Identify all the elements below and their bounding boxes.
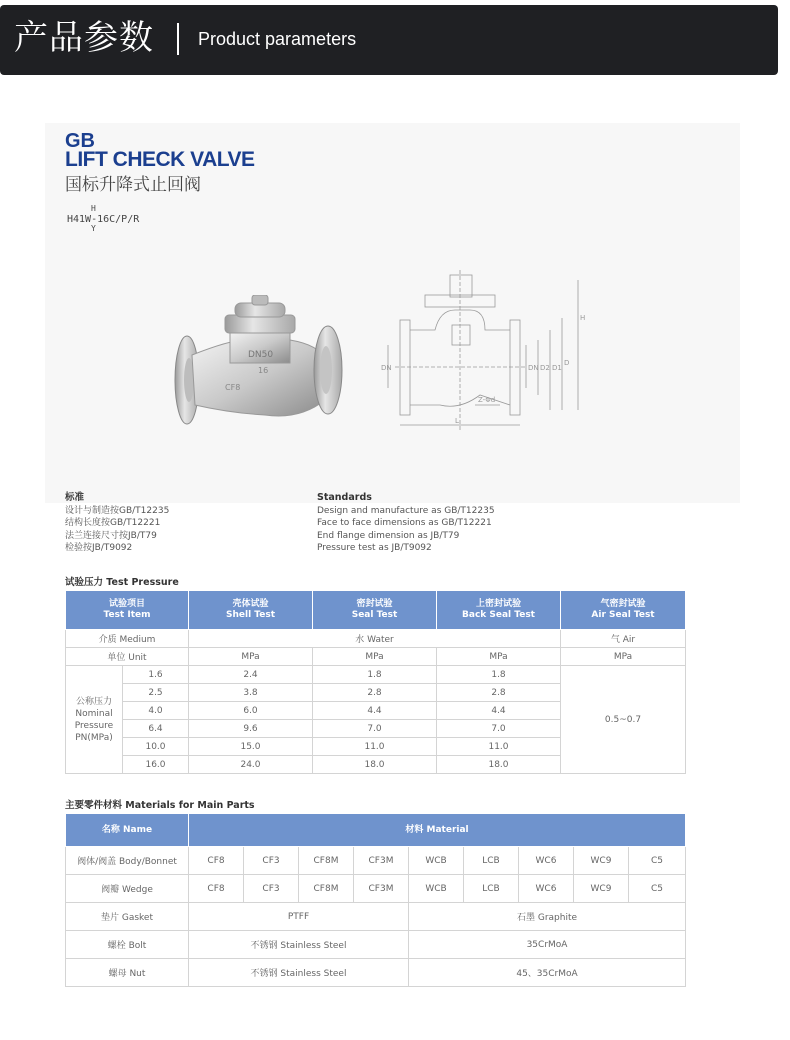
table-header-row	[66, 591, 686, 630]
model-sub: Y	[91, 224, 96, 233]
shell-value: 2.4	[189, 666, 313, 684]
shell-value: 15.0	[189, 738, 313, 756]
unit-cell: MPa	[561, 648, 686, 666]
header-title-en: Product parameters	[198, 29, 357, 49]
medium-label: 介质 Medium	[66, 630, 189, 648]
materials-title: 主要零件材料 Materials for Main Parts	[65, 800, 255, 811]
shell-value: 9.6	[189, 720, 313, 738]
material-cell: PTFF	[189, 903, 409, 931]
material-cell: 35CrMoA	[409, 931, 686, 959]
standards-zh-line: 设计与制造按GB/T12235	[65, 505, 170, 516]
standards-zh	[65, 492, 169, 555]
back-seal-value: 1.8	[437, 666, 561, 684]
standards-en-line: End flange dimension as JB/T79	[317, 530, 460, 541]
back-seal-value: 2.8	[437, 684, 561, 702]
unit-cell: MPa	[437, 648, 561, 666]
product-title-zh: 国标升降式止回阀	[65, 175, 201, 195]
pn-label: 公称压力 Nominal Pressure PN(MPa)	[66, 666, 123, 774]
part-name: 阀体/阀盖 Body/Bonnet	[66, 847, 189, 875]
seal-value: 7.0	[313, 720, 437, 738]
th-shell-test: 壳体试验 Shell Test	[189, 591, 313, 630]
product-gb: GB	[65, 130, 95, 152]
seal-value: 4.4	[313, 702, 437, 720]
material-cell: 石墨 Graphite	[409, 903, 686, 931]
material-cell: CF8	[189, 847, 244, 875]
header-title-zh: 产品参数	[14, 18, 154, 58]
page-header	[0, 5, 778, 75]
material-cell: CF3M	[354, 847, 409, 875]
drawing-label-d1: D1	[552, 364, 562, 372]
material-cell: WC9	[574, 875, 629, 903]
drawing-label-d: D	[564, 359, 570, 367]
pn-value: 6.4	[123, 720, 189, 738]
standards-en-heading: Standards	[317, 492, 372, 503]
valve-drawing	[380, 270, 590, 435]
back-seal-value: 18.0	[437, 756, 561, 774]
part-name: 螺母 Nut	[66, 959, 189, 987]
header-divider	[177, 23, 179, 55]
unit-cell: MPa	[313, 648, 437, 666]
table-row	[66, 959, 686, 987]
pn-value: 4.0	[123, 702, 189, 720]
material-cell: CF8M	[299, 847, 354, 875]
medium-air: 气 Air	[561, 630, 686, 648]
part-name: 阀瓣 Wedge	[66, 875, 189, 903]
standards-en	[317, 492, 495, 555]
th-air-seal-test: 气密封试验 Air Seal Test	[561, 591, 686, 630]
unit-cell: MPa	[189, 648, 313, 666]
drawing-label-dn-left: DN	[381, 364, 392, 372]
material-cell: CF3	[244, 875, 299, 903]
table-row	[66, 875, 686, 903]
material-cell: C5	[629, 847, 686, 875]
product-model	[67, 204, 140, 233]
material-cell: 不锈钢 Stainless Steel	[189, 959, 409, 987]
part-name: 垫片 Gasket	[66, 903, 189, 931]
shell-value: 24.0	[189, 756, 313, 774]
table-header-row	[66, 814, 686, 847]
material-cell: LCB	[464, 847, 519, 875]
product-title: LIFT CHECK VALVE	[65, 148, 255, 171]
photo-mark-pn: 16	[258, 366, 269, 375]
seal-value: 2.8	[313, 684, 437, 702]
valve-photo	[170, 295, 350, 430]
table-row	[66, 931, 686, 959]
th-seal-test: 密封试验 Seal Test	[313, 591, 437, 630]
material-cell: CF3	[244, 847, 299, 875]
material-cell: WCB	[409, 875, 464, 903]
part-name: 螺栓 Bolt	[66, 931, 189, 959]
photo-mark-dn: DN50	[248, 350, 274, 360]
th-test-item: 试验项目 Test Item	[66, 591, 189, 630]
model-sup: H	[91, 204, 96, 213]
pn-value: 2.5	[123, 684, 189, 702]
material-cell: C5	[629, 875, 686, 903]
model-main: H41W-16C/P/R	[67, 214, 140, 225]
unit-label: 单位 Unit	[66, 648, 189, 666]
material-cell: WC6	[519, 847, 574, 875]
standards-zh-heading: 标准	[65, 492, 85, 503]
material-cell: WC6	[519, 875, 574, 903]
photo-mark-material: CF8	[225, 383, 241, 392]
table-row	[66, 666, 686, 684]
material-cell: CF8	[189, 875, 244, 903]
standards-en-line: Design and manufacture as GB/T12235	[317, 505, 495, 516]
drawing-label-h: H	[580, 314, 586, 322]
test-pressure-title: 试验压力 Test Pressure	[65, 577, 179, 588]
back-seal-value: 7.0	[437, 720, 561, 738]
seal-value: 11.0	[313, 738, 437, 756]
material-cell: WC9	[574, 847, 629, 875]
drawing-label-d2: D2	[540, 364, 550, 372]
standards-zh-line: 结构长度按GB/T12221	[65, 518, 161, 528]
pn-value: 10.0	[123, 738, 189, 756]
standards-zh-line: 法兰连接尺寸按JB/T79	[65, 530, 157, 541]
back-seal-value: 4.4	[437, 702, 561, 720]
th-name: 名称 Name	[66, 814, 189, 847]
pn-value: 16.0	[123, 756, 189, 774]
materials-table	[65, 813, 686, 987]
table-row	[66, 630, 686, 648]
back-seal-value: 11.0	[437, 738, 561, 756]
drawing-label-l: L	[455, 417, 459, 425]
standards-en-line: Pressure test as JB/T9092	[317, 543, 432, 553]
material-cell: CF3M	[354, 875, 409, 903]
material-cell: 45、35CrMoA	[409, 959, 686, 987]
material-cell: CF8M	[299, 875, 354, 903]
drawing-label-zd: Z-Φd	[478, 396, 496, 404]
table-row	[66, 847, 686, 875]
table-row	[66, 648, 686, 666]
standards-en-line: Face to face dimensions as GB/T12221	[317, 518, 492, 528]
medium-water: 水 Water	[189, 630, 561, 648]
th-back-seal-test: 上密封试验 Back Seal Test	[437, 591, 561, 630]
standards-zh-line: 检验按JB/T9092	[65, 543, 133, 553]
material-cell: LCB	[464, 875, 519, 903]
seal-value: 18.0	[313, 756, 437, 774]
shell-value: 6.0	[189, 702, 313, 720]
pn-value: 1.6	[123, 666, 189, 684]
material-cell: WCB	[409, 847, 464, 875]
material-cell: 不锈钢 Stainless Steel	[189, 931, 409, 959]
table-row	[66, 903, 686, 931]
seal-value: 1.8	[313, 666, 437, 684]
shell-value: 3.8	[189, 684, 313, 702]
th-material: 材料 Material	[189, 814, 686, 847]
test-pressure-table	[65, 590, 686, 774]
drawing-label-dn: DN	[528, 364, 539, 372]
air-seal-value: 0.5~0.7	[561, 666, 686, 774]
